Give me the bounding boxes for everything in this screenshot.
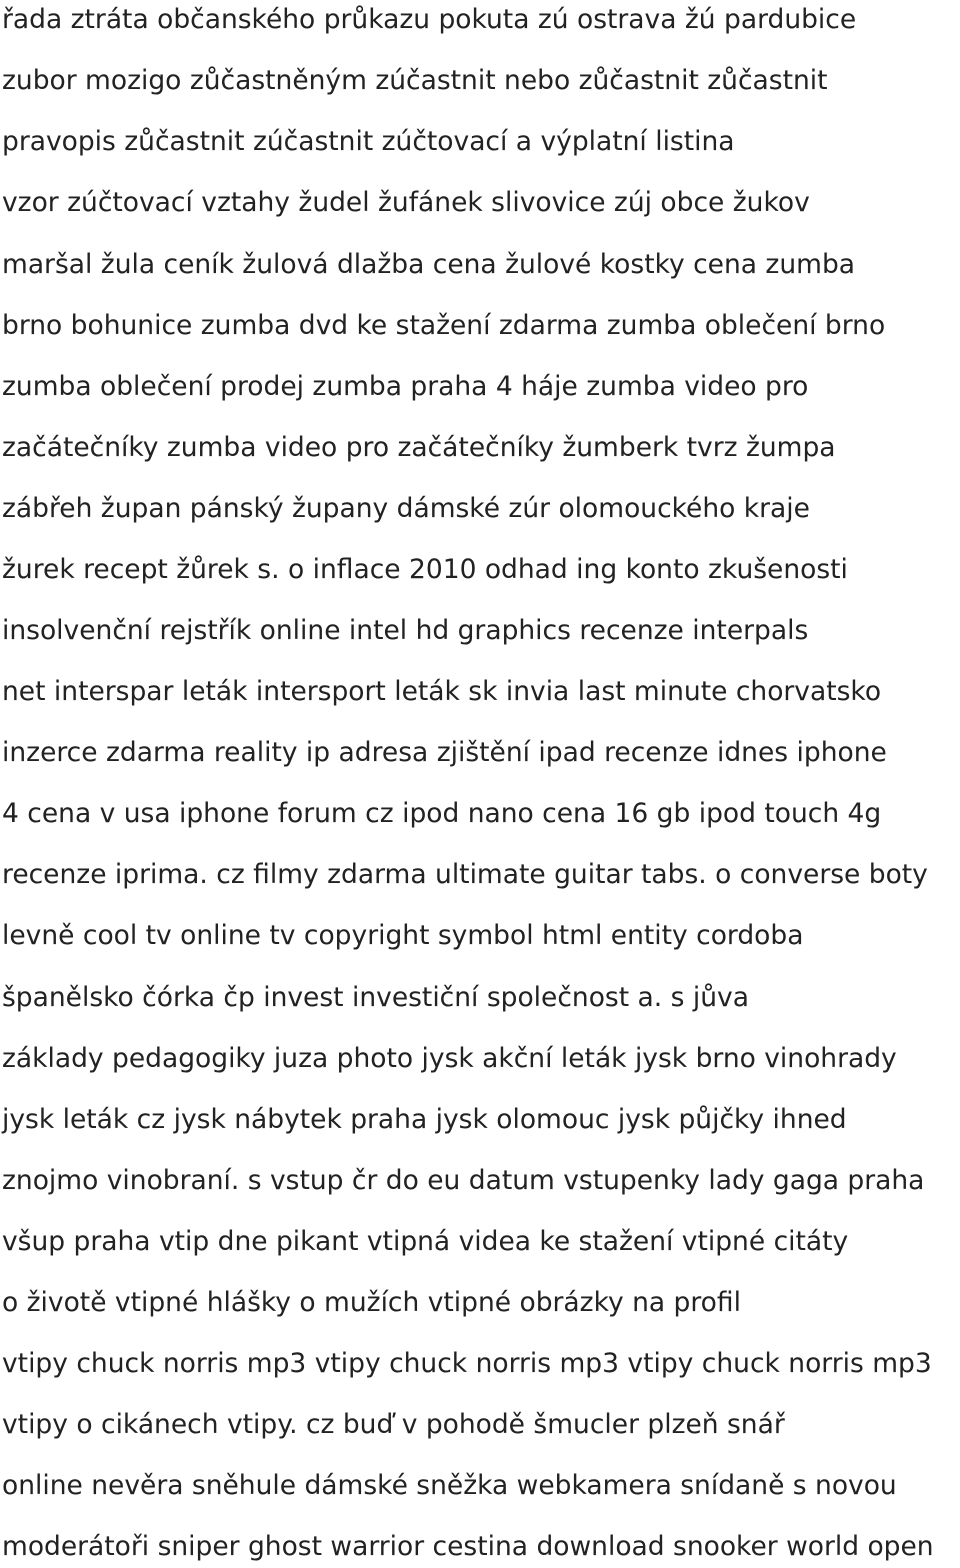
text-line: inzerce zdarma reality ip adresa zjištění ipad recenze idnes iphone <box>2 737 887 768</box>
text-line: řada ztráta občanského průkazu pokuta zú ostrava žú pardubice <box>2 4 857 35</box>
text-line: levně cool tv online tv copyright symbol html entity cordoba <box>2 920 804 951</box>
text-line: vtipy o cikánech vtipy. cz buď v pohodě šmucler plzeň snář <box>2 1409 785 1440</box>
text-line: znojmo vinobraní. s vstup čr do eu datum vstupenky lady gaga praha <box>2 1165 925 1196</box>
text-line: zábřeh župan pánský župany dámské zúr olomouckého kraje <box>2 493 810 524</box>
text-line: všup praha vtip dne pikant vtipná videa ke stažení vtipné citáty <box>2 1226 849 1257</box>
text-line: net interspar leták intersport leták sk invia last minute chorvatsko <box>2 676 882 707</box>
text-line: žurek recept žůrek s. o inflace 2010 odhad ing konto zkušenosti <box>2 554 848 585</box>
text-line: vzor zúčtovací vztahy žudel žufánek slivovice zúj obce žukov <box>2 187 810 218</box>
text-line: 4 cena v usa iphone forum cz ipod nano cena 16 gb ipod touch 4g <box>2 798 882 829</box>
text-line: brno bohunice zumba dvd ke stažení zdarma zumba oblečení brno <box>2 310 886 341</box>
text-line: moderátoři sniper ghost warrior cestina download snooker world open <box>2 1531 934 1562</box>
text-line: zumba oblečení prodej zumba praha 4 háje zumba video pro <box>2 371 809 402</box>
text-line: online nevěra sněhule dámské sněžka webkamera snídaně s novou <box>2 1470 897 1501</box>
text-line: o životě vtipné hlášky o mužích vtipné obrázky na profil <box>2 1287 741 1318</box>
text-line: vtipy chuck norris mp3 vtipy chuck norris mp3 vtipy chuck norris mp3 <box>2 1348 932 1379</box>
text-line: maršal žula ceník žulová dlažba cena žulové kostky cena zumba <box>2 249 856 280</box>
text-line: pravopis zůčastnit zúčastnit zúčtovací a výplatní listina <box>2 126 735 157</box>
text-line: zubor mozigo zůčastněným zúčastnit nebo zůčastnit zůčastnit <box>2 65 828 96</box>
text-line: jysk leták cz jysk nábytek praha jysk olomouc jysk půjčky ihned <box>2 1104 847 1135</box>
text-line: insolvenční rejstřík online intel hd graphics recenze interpals <box>2 615 809 646</box>
text-line: začátečníky zumba video pro začátečníky žumberk tvrz žumpa <box>2 432 836 463</box>
text-line: recenze iprima. cz filmy zdarma ultimate guitar tabs. o converse boty <box>2 859 928 890</box>
text-line: španělsko čórka čp invest investiční společnost a. s jůva <box>2 982 749 1013</box>
text-line: základy pedagogiky juza photo jysk akční leták jysk brno vinohrady <box>2 1043 897 1074</box>
